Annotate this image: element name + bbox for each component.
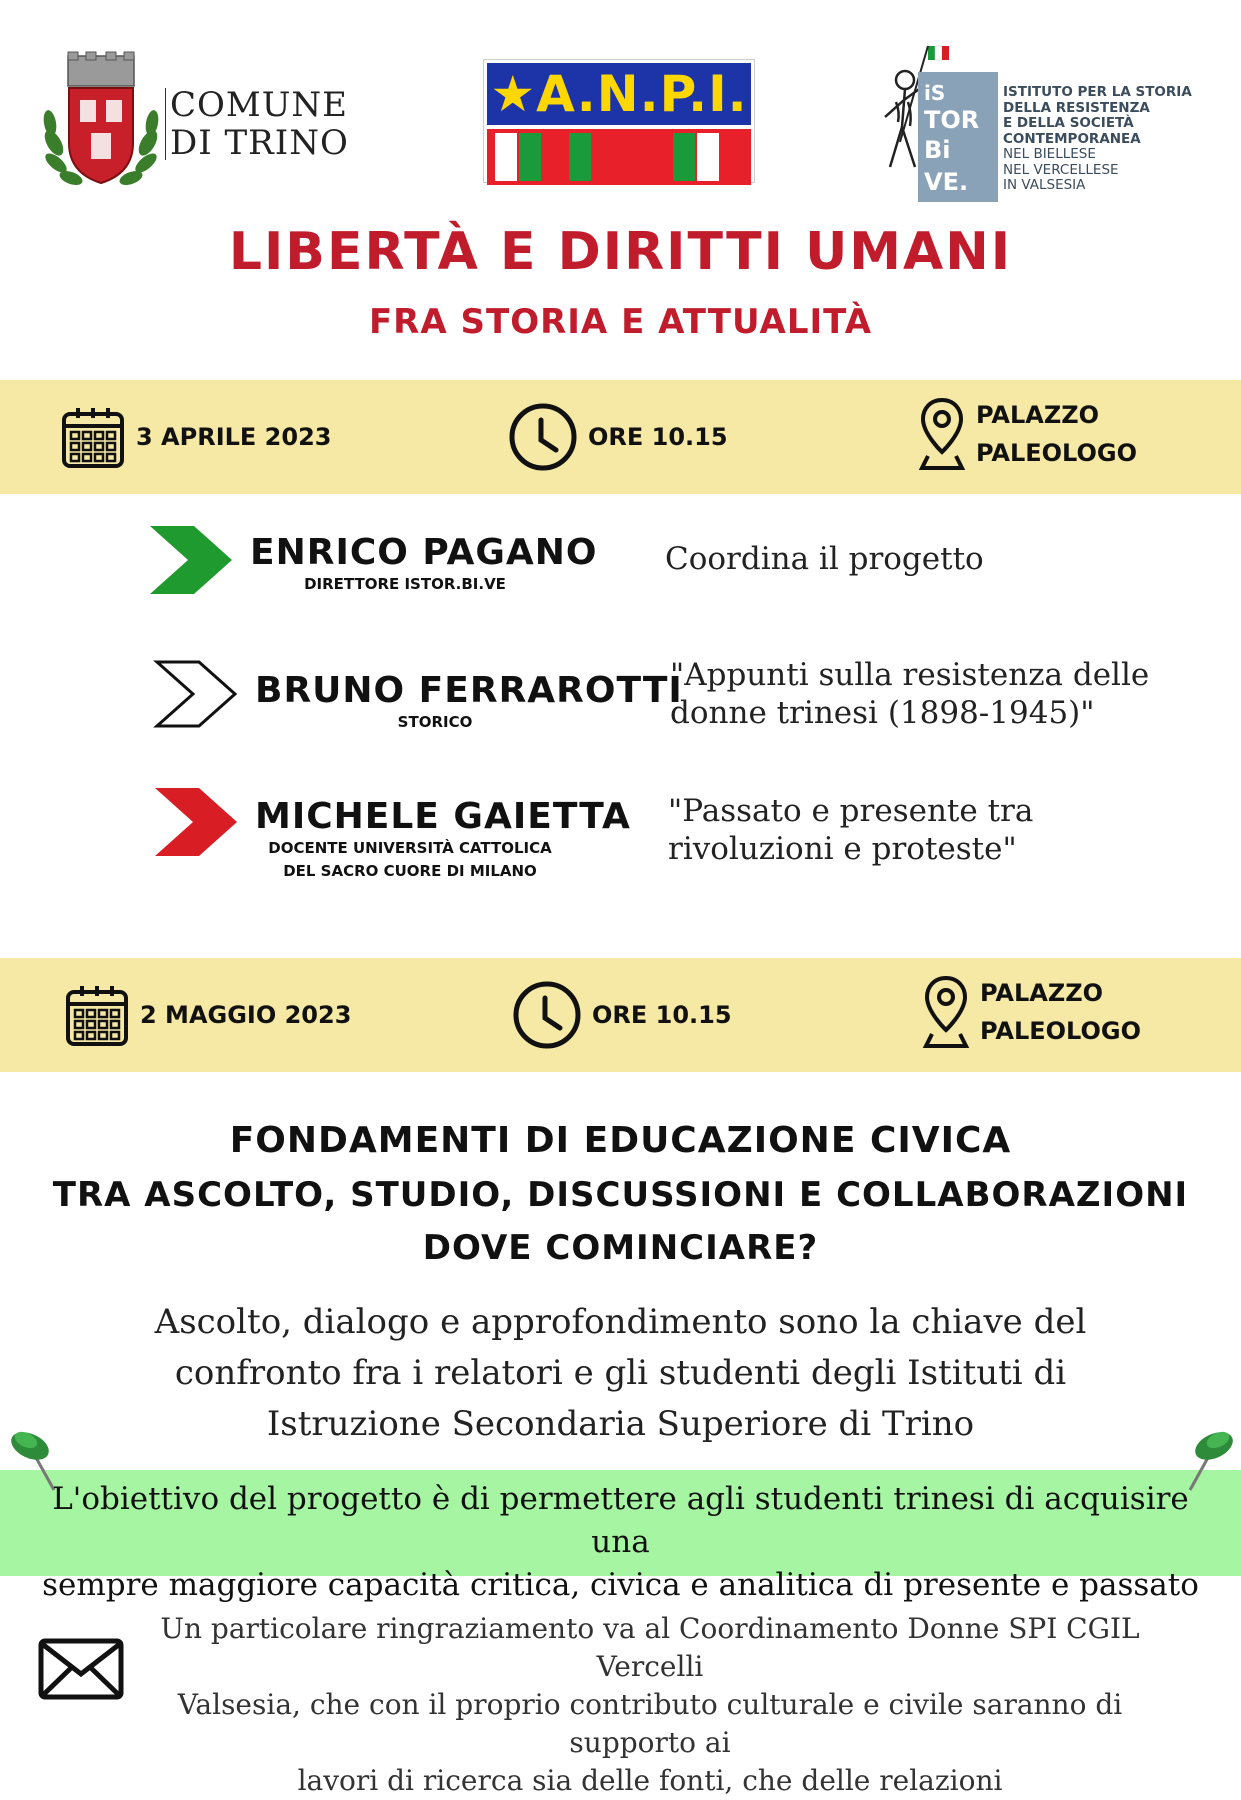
speaker2-note-line1: "Appunti sulla resistenza delle xyxy=(670,657,1150,693)
thanks-text xyxy=(140,1610,1160,1800)
istor-letters-3: Bi xyxy=(924,136,951,164)
istor-letters-1: iS xyxy=(924,81,946,105)
section2-heading1: FONDAMENTI DI EDUCAZIONE CIVICA xyxy=(229,1120,1012,1161)
istor-letters-2: TOR xyxy=(924,106,980,134)
event1-place-line1: PALAZZO xyxy=(976,401,1100,429)
section2-description xyxy=(90,1297,1151,1450)
istor-line: ISTITUTO PER LA STORIA xyxy=(1003,84,1192,100)
clock-icon xyxy=(512,980,582,1050)
speaker3-role-line2: DEL SACRO CUORE DI MILANO xyxy=(283,862,537,880)
goal-text xyxy=(40,1478,1201,1607)
event1-place xyxy=(918,396,1137,472)
speaker2-name: BRUNO FERRAROTTI xyxy=(255,670,683,711)
speaker3-role-line1: DOCENTE UNIVERSITÀ CATTOLICA xyxy=(268,839,552,857)
calendar-icon xyxy=(60,404,126,470)
calendar-icon xyxy=(64,982,130,1048)
event1-date xyxy=(60,404,331,470)
istor-letters-4: VE. xyxy=(924,168,969,196)
speaker3-name: MICHELE GAIETTA xyxy=(255,796,631,837)
comune-name xyxy=(170,86,349,162)
speaker3 xyxy=(255,796,631,883)
speaker1-role: DIRETTORE ISTOR.BI.VE xyxy=(304,575,506,593)
anpi-text: ★A.N.P.I. xyxy=(490,65,748,123)
speaker1-arrow xyxy=(150,526,232,598)
istor-line: DELLA RESISTENZA xyxy=(1003,99,1150,116)
speaker1-note xyxy=(665,540,984,578)
anpi-logo xyxy=(484,60,754,182)
event2-date xyxy=(64,982,351,1048)
desc-line2: confronto fra i relatori e gli studenti degli Istituti di xyxy=(174,1353,1067,1393)
chevron-right-icon xyxy=(155,660,237,728)
speaker3-note-line2: rivoluzioni e proteste" xyxy=(668,831,1017,867)
speaker1-note-line1: Coordina il progetto xyxy=(665,541,984,577)
speaker2-note xyxy=(670,656,1149,732)
istor-line: E DELLA SOCIETÀ xyxy=(1003,115,1134,131)
goal-line1: L'obiettivo del progetto è di permettere agli studenti trinesi di acquisire una xyxy=(52,1481,1189,1560)
thanks-line1: Un particolare ringraziamento va al Coordinamento Donne SPI CGIL Vercelli xyxy=(160,1612,1140,1683)
chevron-right-icon xyxy=(155,788,237,856)
speaker3-note xyxy=(668,792,1033,868)
event1-info-band xyxy=(0,380,1241,494)
event2-info-band xyxy=(0,958,1241,1072)
istor-description xyxy=(1003,85,1192,194)
section2-heading3: DOVE COMINCIARE? xyxy=(422,1228,819,1268)
goal-line2: sempre maggiore capacità critica, civica e analitica di presente e passato xyxy=(42,1567,1199,1603)
speaker2-note-line2: donne trinesi (1898-1945)" xyxy=(670,695,1095,731)
istor-line: NEL VERCELLESE xyxy=(1003,161,1119,178)
event1-date-label: 3 APRILE 2023 xyxy=(136,423,332,451)
thanks-line3: lavori di ricerca sia delle fonti, che delle relazioni xyxy=(297,1764,1003,1797)
desc-line1: Ascolto, dialogo e approfondimento sono la chiave del xyxy=(154,1302,1087,1342)
location-pin-icon xyxy=(918,396,966,472)
section2-heading2: TRA ASCOLTO, STUDIO, DISCUSSIONI E COLLABORAZIONI xyxy=(52,1175,1189,1215)
comune-separator xyxy=(165,88,166,160)
event2-time-label: ORE 10.15 xyxy=(592,1001,732,1029)
event2-place-line1: PALAZZO xyxy=(980,979,1104,1007)
event2-place xyxy=(922,974,1141,1050)
event2-place-line2: PALEOLOGO xyxy=(980,1017,1141,1045)
comune-crest-icon xyxy=(36,48,166,198)
istor-line: IN VALSESIA xyxy=(1003,177,1086,193)
anpi-banner xyxy=(487,63,751,125)
speaker2-role: STORICO xyxy=(397,713,473,731)
event1-time xyxy=(508,402,728,472)
event2-time xyxy=(512,980,732,1050)
speaker2-arrow xyxy=(155,660,237,732)
event2-date-label: 2 MAGGIO 2023 xyxy=(140,1001,352,1029)
event1-place-label xyxy=(976,396,1137,472)
sub-title: FRA STORIA E ATTUALITÀ xyxy=(368,302,873,342)
event2-place-label xyxy=(980,974,1141,1050)
partisan-figure-icon xyxy=(860,42,1000,202)
chevron-right-icon xyxy=(150,526,232,594)
anpi-flag-stripes xyxy=(487,129,751,185)
speaker1-name: ENRICO PAGANO xyxy=(250,532,598,573)
comune-line1: COMUNE xyxy=(170,85,348,125)
istor-line: NEL BIELLESE xyxy=(1003,146,1096,162)
event1-time-label: ORE 10.15 xyxy=(588,423,728,451)
envelope-icon-wrap xyxy=(38,1638,124,1704)
speaker3-arrow xyxy=(155,788,237,860)
envelope-icon xyxy=(38,1638,124,1700)
speaker2 xyxy=(255,670,683,734)
clock-icon xyxy=(508,402,578,472)
speaker1 xyxy=(250,532,598,596)
thanks-line2: Valsesia, che con il proprio contributo culturale e civile saranno di supporto ai xyxy=(177,1688,1123,1759)
event1-place-line2: PALEOLOGO xyxy=(976,439,1137,467)
speaker3-note-line1: "Passato e presente tra xyxy=(668,793,1034,829)
comune-line2: DI TRINO xyxy=(170,123,349,163)
istor-line: CONTEMPORANEA xyxy=(1003,130,1141,147)
main-title: LIBERTÀ E DIRITTI UMANI xyxy=(228,222,1013,282)
desc-line3: Istruzione Secondaria Superiore di Trino xyxy=(266,1404,975,1444)
location-pin-icon xyxy=(922,974,970,1050)
